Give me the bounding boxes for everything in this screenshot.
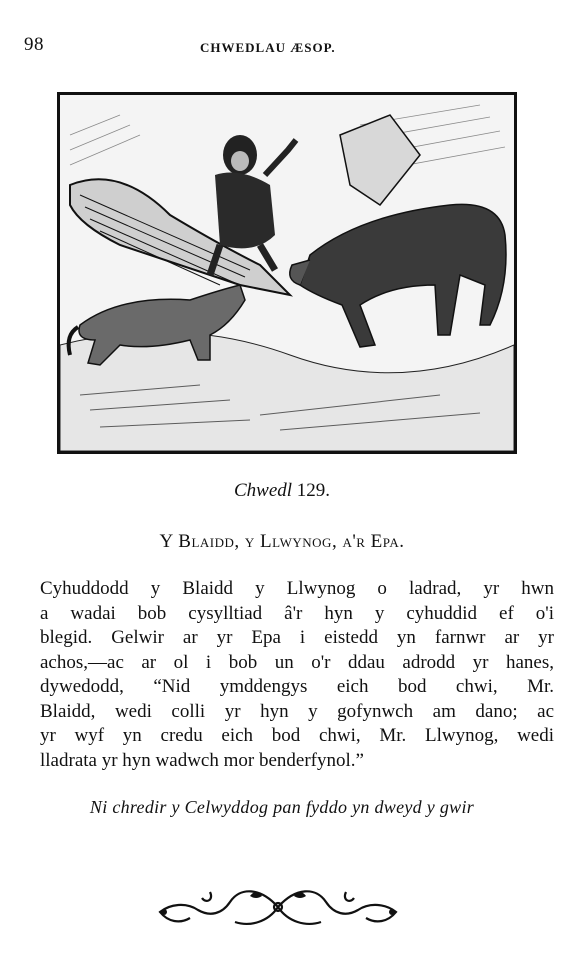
engraving-image <box>60 95 514 451</box>
body-line: lladrata yr hyn wadwch mor benderfynol.” <box>40 749 364 771</box>
body-line: a wadai bob cysylltiad â'r hyn y cyhuddid ef o'i <box>40 602 554 624</box>
fable-body <box>40 577 554 773</box>
page-number: 98 <box>24 34 44 55</box>
fable-title: Y Blaidd, y Llwynog, a'r Epa. <box>159 531 405 552</box>
wolf-icon <box>290 204 506 347</box>
body-line: Blaidd, wedi colli yr hyn y gofynwch am dano; ac <box>40 700 554 722</box>
body-line: Cyhuddodd y Blaidd y Llwynog o ladrad, yr hwn <box>40 578 554 599</box>
fable-number <box>0 480 564 502</box>
fable-label-number: 129. <box>296 480 331 501</box>
fable-illustration <box>57 92 517 454</box>
fable-moral: Ni chredir y Celwyddog pan fyddo yn dweyd y gwir <box>89 797 475 817</box>
body-line: blegid. Gelwir ar yr Epa i eistedd yn farnwr ar yr <box>40 627 554 648</box>
ornament-icon <box>150 882 406 932</box>
body-line: achos,—ac ar ol i bob un o'r ddau adrodd yr hanes, <box>40 651 554 673</box>
body-line: yr wyf yn credu eich bod chwi, Mr. Llwynog, wedi <box>40 725 554 746</box>
body-line: dywedodd, “Nid ymddengys eich bod chwi, Mr. <box>40 676 554 697</box>
running-head: CHWEDLAU ÆSOP. <box>200 40 336 55</box>
fable-label-word: Chwedl <box>233 480 293 501</box>
